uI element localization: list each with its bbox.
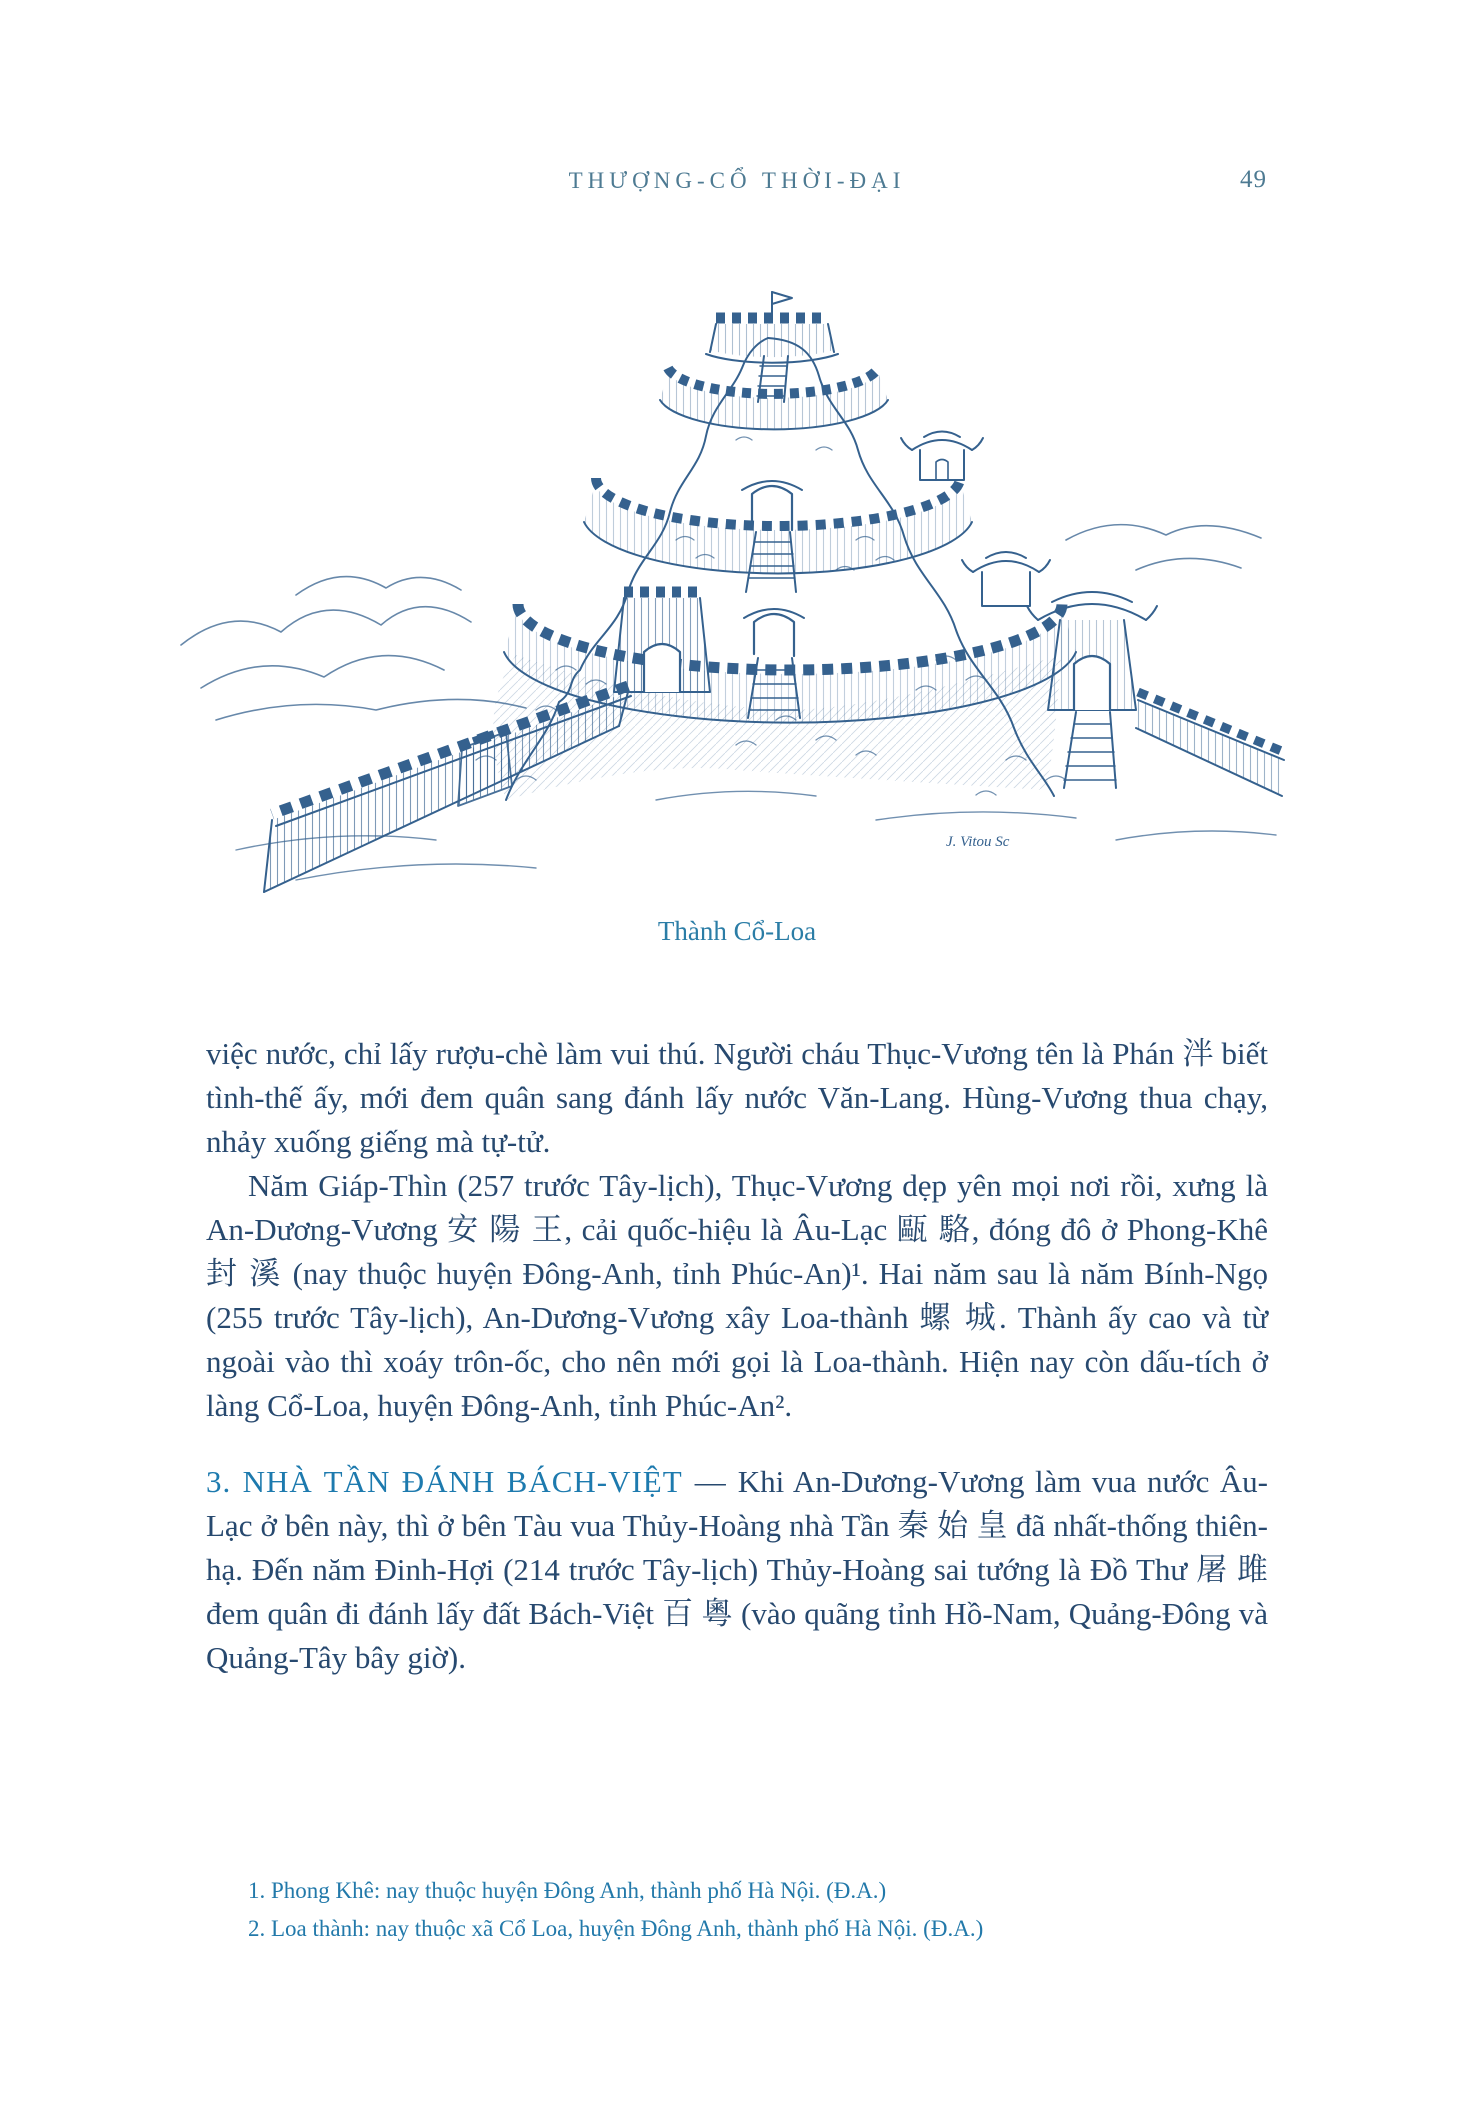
illustrator-signature: J. Vitou Sc [946, 834, 1010, 850]
footnote-1: 1. Phong Khê: nay thuộc huyện Đông Anh, thành phố Hà Nội. (Đ.A.) [248, 1878, 887, 1903]
middle-terrace-wall [584, 478, 972, 592]
footnote-2: 2. Loa thành: nay thuộc xã Cổ Loa, huyện Đông Anh, thành phố Hà Nội. (Đ.A.) [248, 1916, 984, 1941]
section-dash: — [694, 1464, 726, 1499]
paragraph-section-3 [206, 1460, 1268, 1680]
paragraph-an-duong-vuong: Năm Giáp-Thìn (257 trước Tây-lịch), Thục-Vương dẹp yên mọi nơi rồi, xưng là An-Dương-Vương 安 陽 王, cải quốc-hiệu là Âu-Lạc 甌 駱, đóng đô ở Phong-Khê 封 溪 (nay thuộc huyện Đông-Anh, tỉnh Phúc-An)¹. Hai năm sau là năm Bính-Ngọ (255 trước Tây-lịch), An-Dương-Vương xây Loa-thành 螺 城. Thành ấy cao và từ ngoài vào thì xoáy trôn-ốc, cho nên mới gọi là Loa-thành. Hiện nay còn dấu-tích ở làng Cổ-Loa, huyện Đông-Anh, tỉnh Phúc-An². [206, 1168, 1268, 1423]
page-number: 49 [1240, 166, 1267, 193]
main-gate-tower [614, 592, 710, 692]
upper-terrace-wall [660, 356, 888, 429]
middle-terrace-pagoda [901, 432, 983, 481]
coloa-citadel-illustration [176, 240, 1296, 900]
footnotes [248, 1872, 1268, 1948]
paragraph-hung-vuong-fall: việc nước, chỉ lấy rượu-chè làm vui thú. Người cháu Thục-Vương tên là Phán 泮 biết tình-thế ấy, mới đem quân sang đánh lấy nước Văn-Lang. Hùng-Vương thua chạy, nhảy xuống giếng mà tự-tử. [206, 1036, 1268, 1159]
running-header [206, 168, 1268, 194]
right-rampart-wall [1136, 692, 1284, 796]
body-text [206, 1032, 1268, 1680]
illustration-caption: Thành Cổ-Loa [657, 916, 817, 946]
section-text: Khi An-Dương-Vương làm vua nước Âu-Lạc ở bên này, thì ở bên Tàu vua Thủy-Hoàng nhà Tần 秦 始 皇 đã nhất-thống thiên-hạ. Đến năm Đinh-Hợi (214 trước Tây-lịch) Thủy-Hoàng sai tướng là Đồ Thư 屠 雎 đem quân đi đánh lấy đất Bách-Việt 百 粵 (vào quãng tỉnh Hồ-Nam, Quảng-Đông và Quảng-Tây bây giờ). [206, 1464, 1268, 1675]
long-rampart-wall [264, 686, 631, 892]
lower-terrace-pagoda [962, 552, 1050, 606]
section-heading: 3. NHÀ TẦN ĐÁNH BÁCH-VIỆT [206, 1464, 683, 1499]
running-title: THƯỢNG-CỔ THỜI-ĐẠI [568, 168, 906, 193]
coloa-illustration-drawing [176, 240, 1296, 900]
summit-fort [706, 292, 838, 363]
